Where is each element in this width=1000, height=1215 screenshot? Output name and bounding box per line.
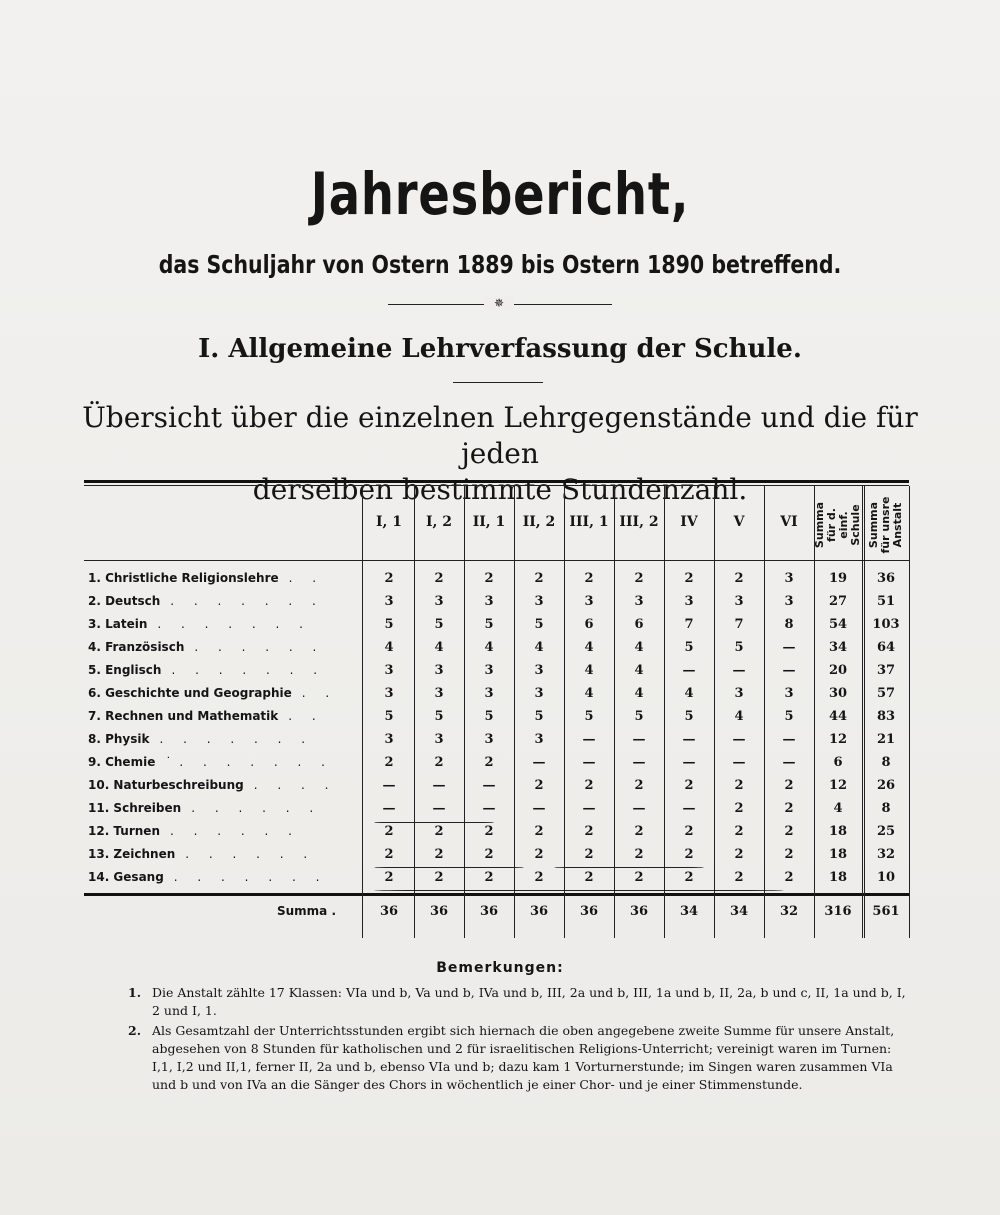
hours-cell: 3 (734, 594, 744, 609)
sum-institution-cell: 8 (881, 801, 891, 816)
hours-cell: 5 (634, 709, 644, 724)
hours-cell: 3 (784, 571, 794, 586)
leader-dots: . . . . . . . (159, 732, 314, 746)
hours-cell: 2 (384, 870, 394, 885)
subject-name: 7. Rechnen und Mathematik (88, 709, 279, 723)
sum-col-2-line-1: Summa (867, 501, 880, 549)
column-header-class: I, 2 (425, 514, 453, 530)
sum-institution-cell: 64 (876, 640, 896, 655)
summa-label-dot: . (331, 904, 336, 918)
ornament-divider (388, 296, 612, 311)
hours-cell: — (432, 778, 446, 793)
sum-institution-cell: 26 (876, 778, 896, 793)
sum-school-cell: 4 (833, 801, 843, 816)
overview-line-1: Übersicht über die einzelnen Lehrgegenstände und die für jeden (82, 401, 918, 470)
hours-cell: 4 (434, 640, 444, 655)
subject-name: 2. Deutsch (88, 594, 161, 608)
remark-2-text: Als Gesamtzahl der Unterrichtsstunden ergibt sich hiernach die oben angegebene zweite Summe für unsere Anstalt, abgesehen von 8 Stunden für katholischen und 2 für israelitischen Religions-Unterricht; vereinigt waren im Turnen: I,1, I,2 und II,1, ferner II, 2a und b, ebenso VIa und b; dazu kam 1 Vorturnerstunde; im Singen waren zusammen VIa und b und von IVa an die Sänger des Chors in wöchentlich je einer Chor- und je einer Stimmenstunde. (152, 1023, 895, 1092)
subject-row-label (88, 686, 358, 708)
sum-col-2-line-2: für unsre (879, 496, 892, 554)
hours-cell: 2 (784, 847, 794, 862)
sum-institution-cell: 51 (876, 594, 896, 609)
hours-cell: 3 (384, 686, 394, 701)
hours-cell: — (432, 801, 446, 816)
hours-cell: — (482, 801, 496, 816)
sum-school-cell: 18 (828, 824, 848, 839)
subject-name: 5. Englisch (88, 663, 162, 677)
sum-school-cell: 34 (828, 640, 848, 655)
subject-name: 13. Zeichnen (88, 847, 176, 861)
hours-cell: 2 (734, 778, 744, 793)
hours-cell: — (682, 732, 696, 747)
sum-col-1-line-3: Schule (849, 504, 862, 546)
hours-cell: 3 (534, 594, 544, 609)
column-header-sum-school (813, 494, 862, 556)
hours-cell: 2 (784, 870, 794, 885)
subject-row-label (88, 640, 358, 662)
hours-cell: — (682, 801, 696, 816)
hours-cell: 2 (734, 847, 744, 862)
sum-institution-cell: 32 (876, 847, 896, 862)
hours-cell: 2 (434, 571, 444, 586)
hours-cell: 2 (534, 847, 544, 862)
hours-cell: 3 (634, 594, 644, 609)
column-header-class: VI (780, 514, 798, 530)
hours-cell: 2 (484, 824, 494, 839)
section-heading: I. Allgemeine Lehrverfassung der Schule. (198, 334, 802, 364)
summa-cell: 36 (579, 904, 599, 919)
lesson-table (84, 480, 909, 940)
hours-cell: 2 (434, 847, 444, 862)
remark-1-number: 1. (128, 985, 142, 1000)
sum-school-cell: 54 (828, 617, 848, 632)
column-header-class: V (733, 514, 745, 530)
sum-school-cell: 12 (828, 778, 848, 793)
subject-name: 8. Physik (88, 732, 150, 746)
subject-name: 6. Geschichte und Geographie (88, 686, 292, 700)
hours-cell: 4 (684, 686, 694, 701)
subject-row-label (88, 617, 358, 639)
hours-cell: 3 (584, 594, 594, 609)
hours-cell: 3 (484, 594, 494, 609)
hours-cell: 2 (734, 801, 744, 816)
subject-name: 12. Turnen (88, 824, 160, 838)
hours-cell: 3 (384, 594, 394, 609)
hours-cell: — (632, 755, 646, 770)
hours-cell: 3 (784, 686, 794, 701)
group-bracket (554, 867, 704, 868)
hours-cell: 7 (684, 617, 694, 632)
summa-cell: 34 (729, 904, 749, 919)
hours-cell: 2 (634, 847, 644, 862)
subject-row-label (88, 732, 358, 754)
sum-school-cell: 30 (828, 686, 848, 701)
subject-row-label (88, 778, 358, 800)
sum-col-2-line-3: Anstalt (891, 502, 904, 548)
subject-row-label (88, 824, 358, 846)
hours-cell: — (682, 755, 696, 770)
hours-cell: 7 (734, 617, 744, 632)
hours-cell: 6 (634, 617, 644, 632)
hours-cell: 3 (434, 686, 444, 701)
hours-cell: 2 (534, 778, 544, 793)
hours-cell: — (782, 755, 796, 770)
hours-cell: 4 (584, 640, 594, 655)
summa-cell: 36 (629, 904, 649, 919)
hours-cell: 4 (734, 709, 744, 724)
hours-cell: 2 (534, 571, 544, 586)
hours-cell: — (582, 732, 596, 747)
sum-school-cell: 6 (833, 755, 843, 770)
hours-cell: 2 (634, 778, 644, 793)
hours-cell: 3 (434, 663, 444, 678)
sum-institution-cell: 37 (876, 663, 896, 678)
sum-institution-cell: 103 (872, 617, 900, 632)
hours-cell: 2 (584, 847, 594, 862)
hours-cell: 4 (634, 663, 644, 678)
hours-cell: 2 (484, 847, 494, 862)
hours-cell: 2 (684, 847, 694, 862)
hours-cell: 2 (684, 824, 694, 839)
hours-cell: 2 (784, 801, 794, 816)
subject-row-label (88, 801, 358, 823)
hours-cell: — (732, 663, 746, 678)
subject-name: 4. Französisch (88, 640, 185, 654)
sum-institution-cell: 25 (876, 824, 896, 839)
leader-dots: . . . . (253, 778, 337, 792)
sum-school-cell: 12 (828, 732, 848, 747)
hours-cell: 2 (584, 824, 594, 839)
hours-cell: 2 (384, 755, 394, 770)
report-subtitle: das Schuljahr von Ostern 1889 bis Ostern 1890 betreffend. (158, 250, 842, 279)
hours-cell: 2 (434, 870, 444, 885)
hours-cell: 2 (634, 870, 644, 885)
table-rule-summa (84, 893, 909, 896)
remark-2 (128, 1022, 912, 1094)
leader-dots: . . (288, 709, 324, 723)
hours-cell: — (782, 732, 796, 747)
hours-cell: 2 (484, 870, 494, 885)
subject-name: 9. Chemie (88, 755, 156, 769)
hours-cell: — (632, 801, 646, 816)
group-bracket (374, 867, 524, 868)
sum-col-1-line-2: für d. einf. (825, 508, 850, 542)
leader-dots: . . (301, 686, 338, 700)
hours-cell: 2 (384, 847, 394, 862)
sum-institution-cell: 36 (876, 571, 896, 586)
subject-name: 14. Gesang (88, 870, 164, 884)
hours-cell: 2 (684, 870, 694, 885)
sum-col-1-line-1: Summa (813, 501, 826, 549)
hours-cell: 3 (384, 732, 394, 747)
sum-school-cell: 18 (828, 847, 848, 862)
hours-cell: 3 (534, 732, 544, 747)
hours-cell: 2 (784, 778, 794, 793)
hours-cell: 3 (784, 594, 794, 609)
table-rule-header (84, 560, 909, 561)
hours-cell: 4 (634, 640, 644, 655)
summa-school-total: 316 (824, 904, 852, 919)
column-header-class: III, 2 (619, 514, 659, 530)
table-rule-top-inner (84, 485, 909, 486)
sum-institution-cell: 83 (876, 709, 896, 724)
hours-cell: — (382, 801, 396, 816)
sum-school-cell: 18 (828, 870, 848, 885)
summa-cell: 34 (679, 904, 699, 919)
remark-2-number: 2. (128, 1023, 142, 1038)
hours-cell: — (482, 778, 496, 793)
subject-name: 11. Schreiben (88, 801, 182, 815)
hours-cell: 3 (534, 686, 544, 701)
hours-cell: 8 (784, 617, 794, 632)
hours-cell: — (582, 755, 596, 770)
hours-cell: 5 (684, 709, 694, 724)
hours-cell: 2 (734, 571, 744, 586)
divider (453, 382, 543, 383)
hours-cell: — (532, 801, 546, 816)
column-header-class: II, 1 (472, 514, 506, 530)
hours-cell: 4 (584, 663, 594, 678)
subject-row-label (88, 847, 358, 869)
column-header-class: II, 2 (522, 514, 556, 530)
hours-cell: — (632, 732, 646, 747)
hours-cell: 4 (484, 640, 494, 655)
hours-cell: 5 (534, 617, 544, 632)
sum-school-cell: 19 (828, 571, 848, 586)
table-column-rule (362, 486, 363, 938)
subject-row-label (88, 663, 358, 685)
subject-name: 10. Naturbeschreibung (88, 778, 244, 792)
summa-cell: 32 (779, 904, 799, 919)
hours-cell: 5 (434, 709, 444, 724)
hours-cell: 5 (434, 617, 444, 632)
hours-cell: 2 (584, 571, 594, 586)
hours-cell: 2 (634, 824, 644, 839)
hours-cell: 4 (634, 686, 644, 701)
hours-cell: 2 (684, 571, 694, 586)
sum-school-cell: 44 (828, 709, 848, 724)
table-rule-top (84, 480, 909, 483)
hours-cell: — (782, 640, 796, 655)
leader-dots: . . . . . . . (171, 663, 326, 677)
subject-row-label (88, 755, 358, 777)
hours-cell: 2 (384, 824, 394, 839)
hours-cell: 2 (434, 755, 444, 770)
leader-dots: . . . . . . . (173, 870, 328, 884)
summa-cell: 36 (429, 904, 449, 919)
hours-cell: 3 (534, 663, 544, 678)
subject-row-label (88, 870, 358, 892)
hours-cell: 5 (484, 617, 494, 632)
hours-cell: 2 (384, 571, 394, 586)
report-title: Jahresbericht, (310, 160, 690, 228)
hours-cell: 5 (484, 709, 494, 724)
group-bracket (374, 822, 494, 823)
column-header-class: I, 1 (375, 514, 403, 530)
hours-cell: 3 (484, 663, 494, 678)
hours-cell: 2 (534, 870, 544, 885)
hours-cell: — (532, 755, 546, 770)
leader-dots: . . . . . . (191, 801, 322, 815)
hours-cell: — (682, 663, 696, 678)
table-column-rule (909, 486, 910, 938)
sum-institution-cell: 21 (876, 732, 896, 747)
sum-school-cell: 20 (828, 663, 848, 678)
summa-label-text: Summa (276, 904, 328, 918)
hours-cell: 2 (734, 870, 744, 885)
hours-cell: 3 (734, 686, 744, 701)
column-header-class: III, 1 (569, 514, 609, 530)
hours-cell: 3 (684, 594, 694, 609)
hours-cell: — (732, 755, 746, 770)
hours-cell: 3 (434, 732, 444, 747)
subject-row-label (88, 594, 358, 616)
sum-school-cell: 27 (828, 594, 848, 609)
group-bracket (374, 890, 784, 891)
hours-cell: 2 (734, 824, 744, 839)
hours-cell: 5 (784, 709, 794, 724)
hours-cell: 3 (484, 686, 494, 701)
summa-cell: 36 (379, 904, 399, 919)
column-header-sum-institution (864, 494, 908, 556)
hours-cell: 2 (484, 571, 494, 586)
leader-dots: ˙. . . . . . . (165, 755, 333, 769)
sum-institution-cell: 57 (876, 686, 896, 701)
hours-cell: 2 (784, 824, 794, 839)
hours-cell: 4 (534, 640, 544, 655)
hours-cell: 3 (484, 732, 494, 747)
hours-cell: 4 (584, 686, 594, 701)
remark-1 (128, 984, 912, 1020)
hours-cell: 5 (734, 640, 744, 655)
subject-row-label (88, 709, 358, 731)
hours-cell: — (782, 663, 796, 678)
summa-cell: 36 (479, 904, 499, 919)
hours-cell: 3 (384, 663, 394, 678)
leader-dots: . . . . . . (170, 824, 300, 838)
summa-cell: 36 (529, 904, 549, 919)
hours-cell: 2 (584, 870, 594, 885)
hours-cell: 3 (434, 594, 444, 609)
hours-cell: 5 (684, 640, 694, 655)
summa-institution-total: 561 (872, 904, 900, 919)
hours-cell: 6 (584, 617, 594, 632)
hours-cell: 5 (384, 617, 394, 632)
subject-name: 3. Latein (88, 617, 148, 631)
ornament-icon: ✵ (484, 296, 514, 310)
hours-cell: 5 (584, 709, 594, 724)
subject-row-label (88, 571, 358, 593)
hours-cell: 5 (384, 709, 394, 724)
leader-dots: . . (288, 571, 325, 585)
hours-cell: 2 (434, 824, 444, 839)
hours-cell: 2 (484, 755, 494, 770)
column-header-class: IV (680, 514, 698, 530)
sum-institution-cell: 8 (881, 755, 891, 770)
hours-cell: 2 (584, 778, 594, 793)
subject-name: 1. Christliche Religionslehre (88, 571, 279, 585)
summa-label (84, 904, 336, 918)
hours-cell: 2 (534, 824, 544, 839)
sum-institution-cell: 10 (876, 870, 896, 885)
remarks-title: Bemerkungen: (436, 960, 564, 976)
hours-cell: — (732, 732, 746, 747)
leader-dots: . . . . . . . (157, 617, 311, 631)
hours-cell: 2 (634, 571, 644, 586)
hours-cell: 4 (384, 640, 394, 655)
hours-cell: 2 (684, 778, 694, 793)
hours-cell: — (582, 801, 596, 816)
leader-dots: . . . . . . (194, 640, 325, 654)
hours-cell: — (382, 778, 396, 793)
overview-line-2: derselben bestimmte Stundenzahl. (252, 473, 748, 506)
remark-1-text: Die Anstalt zählte 17 Klassen: VIa und b, Va und b, IVa und b, III, 2a und b, III, 1a und b, II, 2a, b und c, II, 1a und b, I, 2 und I, 1. (152, 985, 906, 1018)
leader-dots: . . . . . . . (170, 594, 324, 608)
hours-cell: 5 (534, 709, 544, 724)
leader-dots: . . . . . . (185, 847, 316, 861)
